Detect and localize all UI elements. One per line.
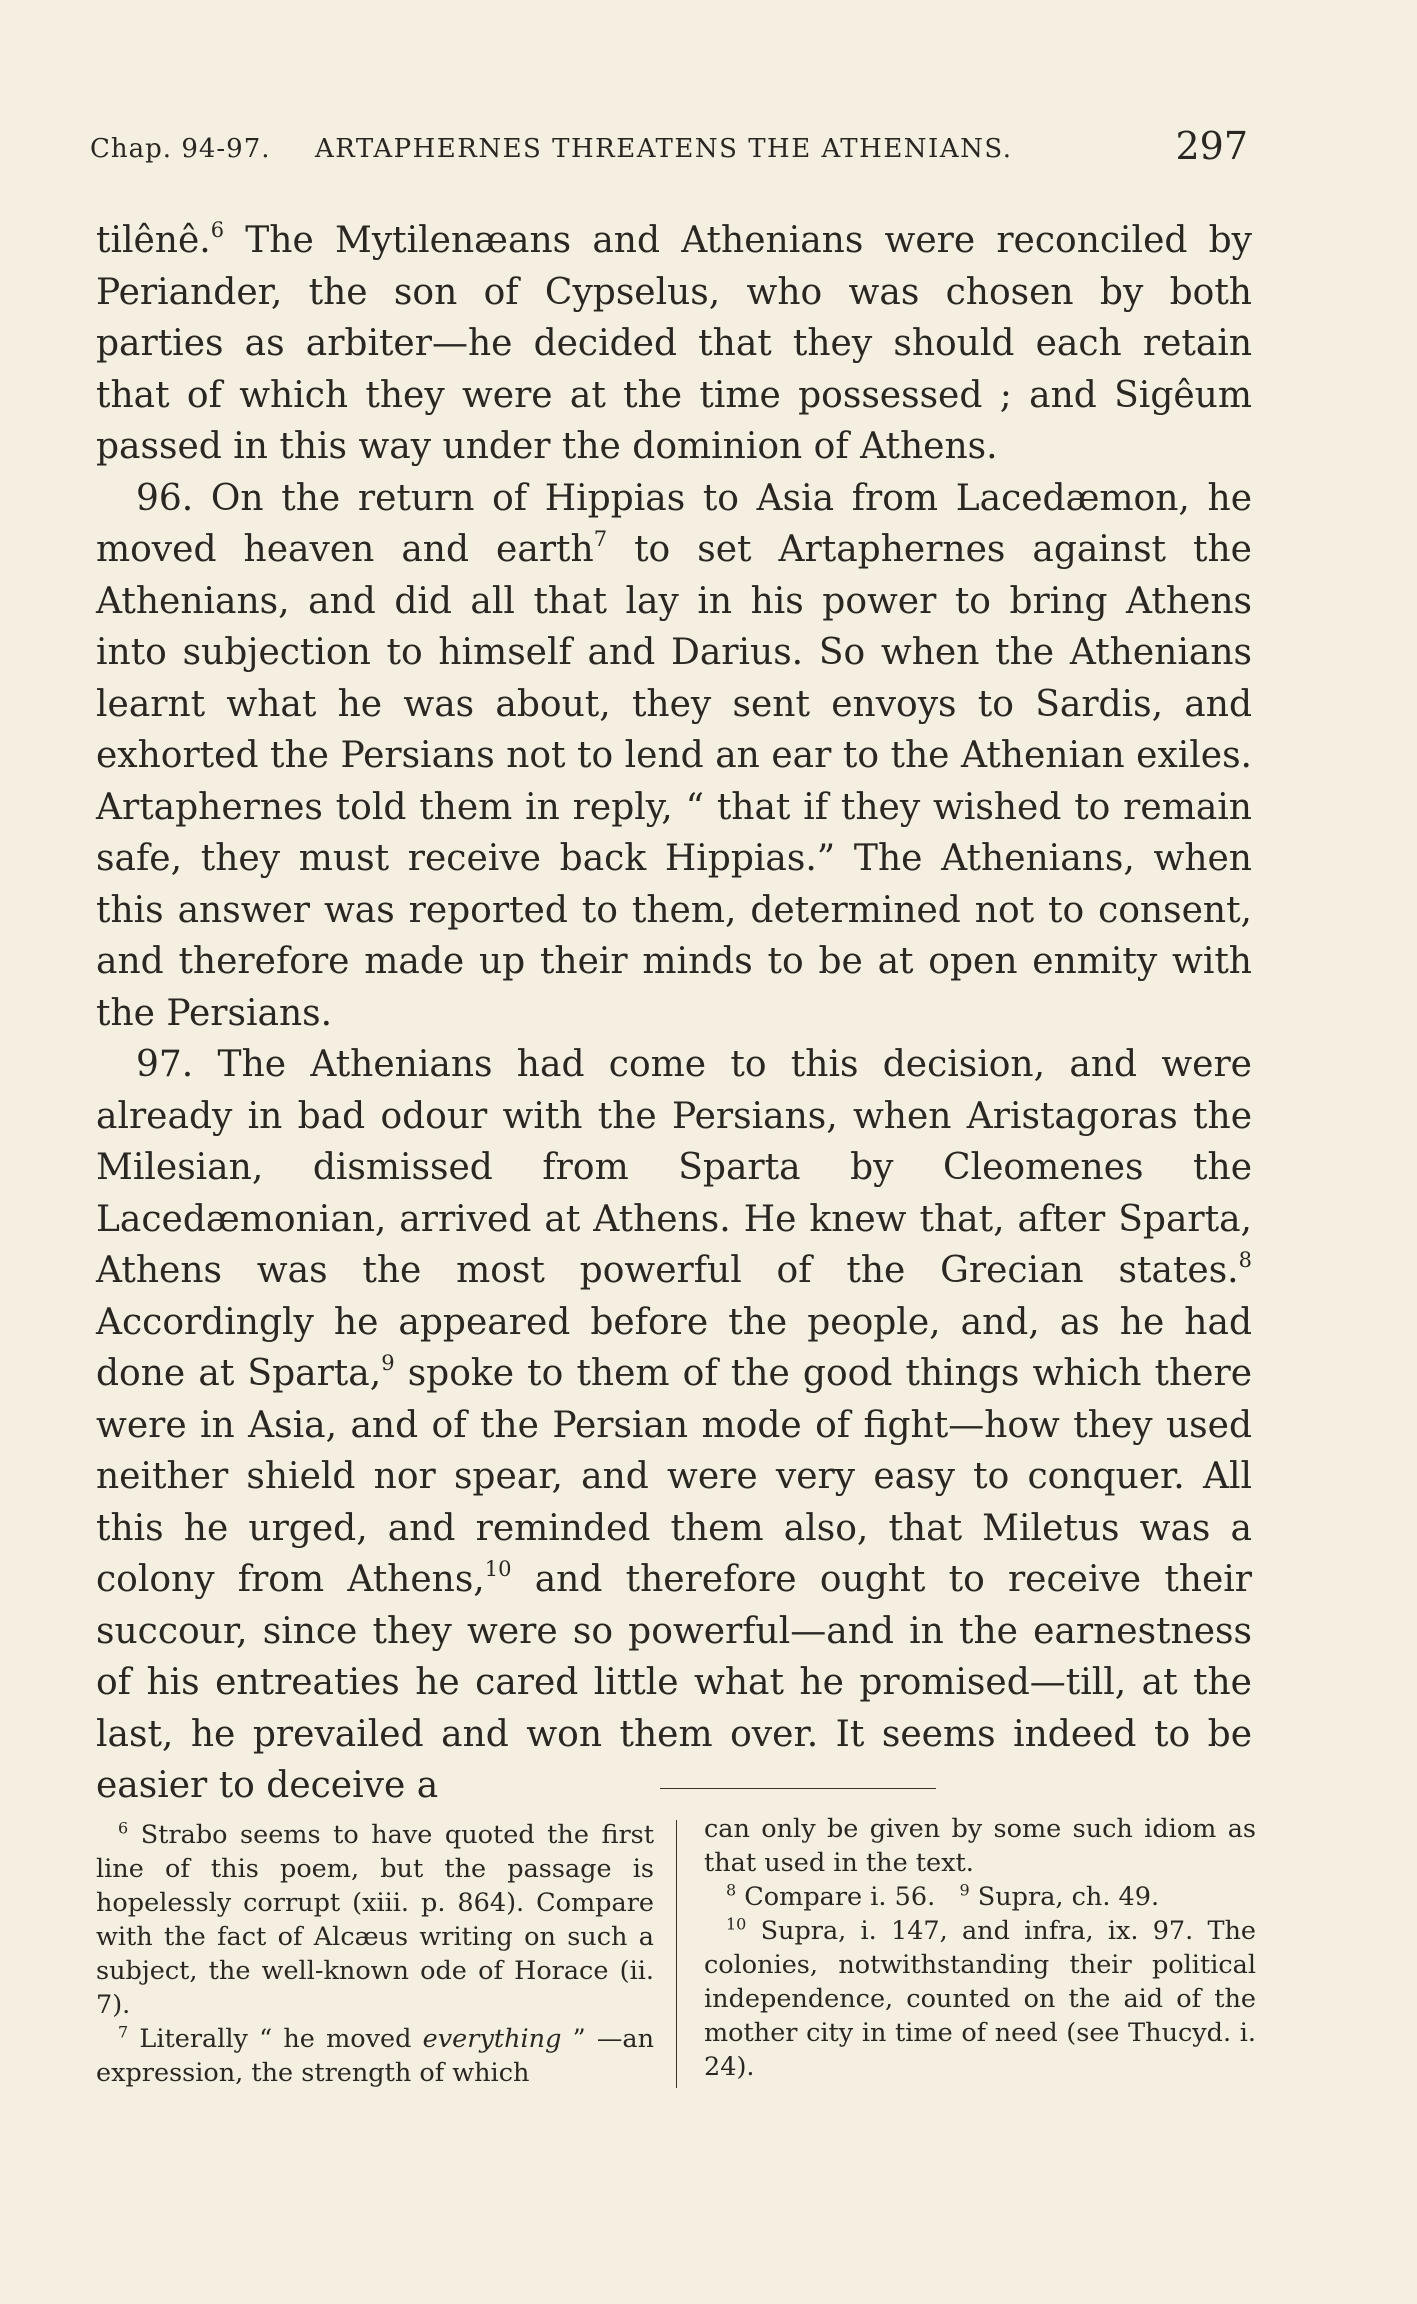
footnotes-right-column xyxy=(704,1812,1256,2084)
footnote-ref-10: 10 xyxy=(484,1557,512,1581)
footnote-ref-9: 9 xyxy=(381,1351,395,1375)
paragraph-97: 97. The Athenians had come to this decision, and were already in bad odour with the Persians, when Aristagoras the Milesian, dismissed from Sparta by Cleomenes the Lacedæmonian, arrived at Athens. He knew that, after Sparta, Athens was the most powerful of the Grecian states.$^8$ Accordingly he appeared before the people, and, as he had done at Sparta,$^9$ spoke to them of the good things which there were in Asia, and of the Persian mode of fight—how they used neither shield nor spear, and were very easy to conquer. All this he urged, and reminded them also, that Miletus was a colony from Athens,$^{10}$ and therefore ought to receive their succour, since they were so powerful—and in the earnestness of his entreaties he cared little what he promised—till, at the last, he prevailed and won them over. It seems indeed to be easier to deceive a xyxy=(96,1044,1253,1806)
footnote-7: $^7$ Literally “ he moved everything ” —an expression, the strength of which xyxy=(96,2022,655,2088)
running-title: ARTAPHERNES THREATENS THE ATHENIANS. xyxy=(315,134,1013,164)
chapter-range: Chap. 94-97. xyxy=(90,134,271,164)
main-text xyxy=(96,215,1252,1812)
page-number: 297 xyxy=(1175,124,1248,168)
footnote-8-9: $^8$ Compare i. 56. $^9$ Supra, ch. 49. xyxy=(726,1880,1160,1912)
footnote-6: $^6$ Strabo seems to have quoted the first line of this poem, but the passage is hopelessly corrupt (xiii. p. 864). Compare with the fact of Alcæus writing on such a subject, the well-known ode of Horace (ii. 7). xyxy=(96,1818,654,2020)
footnote-ref-8: 8 xyxy=(1238,1248,1252,1272)
footnote-ref-6: 6 xyxy=(210,218,225,242)
paragraph-96: 96. On the return of Hippias to Asia from Lacedæmon, he moved heaven and earth$^7$ to set Artaphernes against the Athenians, and did all that lay in his power to bring Athens into subjection to himself and Darius. So when the Athenians learnt what he was about, they sent envoys to Sardis, and exhorted the Persians not to lend an ear to the Athenian exiles. Artaphernes told them in reply, “ that if they wished to remain safe, they must receive back Hippias.” The Athenians, when this answer was reported to them, determined not to consent, and therefore made up their minds to be at open enmity with the Persians. xyxy=(96,477,1252,1034)
footnote-10: $^{10}$ Supra, i. 147, and infra, ix. 97. The colonies, notwithstanding their political independence, counted on the aid of the mother city in time of need (see Thucyd. i. 24). xyxy=(704,1914,1256,2082)
footnote-column-divider xyxy=(676,1820,677,2088)
footnote-rule xyxy=(660,1788,936,1789)
footnote-ref-7: 7 xyxy=(593,527,608,551)
paragraph-continuation: tilênê.$^6$ The Mytilenæans and Athenians were reconciled by Periander, the son of Cypselus, who was chosen by both parties as arbiter—he decided that they should each retain that of which they were at the time possessed ; and Sigêum passed in this way under the dominion of Athens. xyxy=(96,218,1252,467)
footnotes-left-column xyxy=(96,1818,654,2090)
footnote-7-continued: can only be given by some such idiom as that used in the text. xyxy=(704,1814,1256,1878)
running-header xyxy=(90,124,1250,178)
